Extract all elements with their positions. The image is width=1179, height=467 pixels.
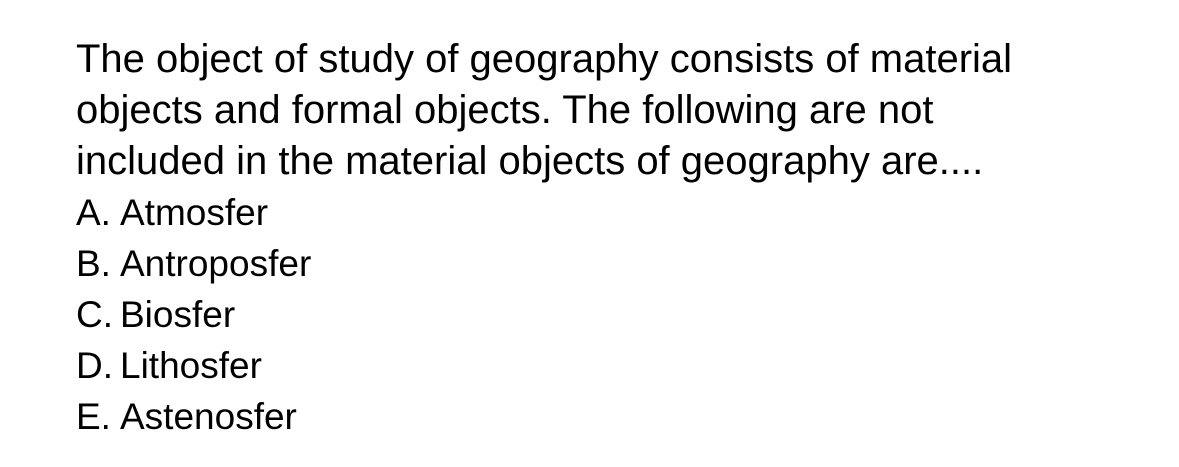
option-text: Astenosfer	[120, 396, 297, 437]
option-text: Atmosfer	[120, 192, 269, 233]
option-letter: D.	[76, 345, 113, 386]
option-e	[76, 391, 1156, 442]
option-letter: E.	[76, 396, 111, 437]
option-d	[76, 340, 1156, 391]
option-text: Biosfer	[120, 294, 236, 335]
option-letter: A.	[76, 192, 111, 233]
option-text: Antroposfer	[120, 243, 312, 284]
option-a	[76, 187, 1156, 238]
option-c	[76, 289, 1156, 340]
question-line: The object of study of geography consists of material	[76, 37, 1013, 81]
question-line: included in the material objects of geography are....	[76, 139, 984, 183]
option-b	[76, 238, 1156, 289]
question-line: objects and formal objects. The following are not	[76, 88, 934, 132]
option-letter: C.	[76, 294, 113, 335]
question-block	[76, 34, 1156, 442]
answer-options	[76, 187, 1156, 442]
option-text: Lithosfer	[120, 345, 262, 386]
question-text	[76, 34, 1156, 187]
option-letter: B.	[76, 243, 111, 284]
